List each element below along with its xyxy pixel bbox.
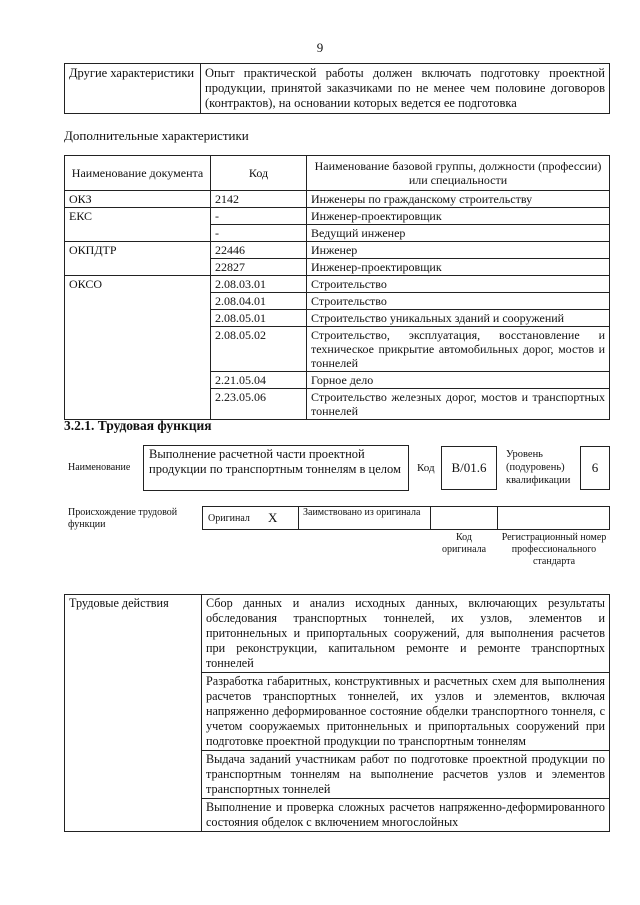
additional-characteristics-table [64,155,610,420]
level-value: 6 [580,446,610,490]
code-cell: 2.08.04.01 [211,293,307,310]
name-cell: Ведущий инженер [307,225,610,242]
name-cell: Строительство уникальных зданий и сооружений [307,310,610,327]
other-characteristics-label: Другие характеристики [65,64,201,114]
code-original-caption: Код оригинала [441,532,487,555]
borrowed-label: Заимствовано из оригинала [303,507,421,518]
registration-caption: Регистрационный номер профессионального стандарта [501,532,607,567]
name-cell: Строительство [307,276,610,293]
name-cell: Инженеры по гражданскому строительству [307,191,610,208]
code-cell: 22446 [211,242,307,259]
code-cell: 2142 [211,191,307,208]
code-cell: 2.08.05.01 [211,310,307,327]
table-row [65,191,610,208]
function-code-label: Код [417,462,435,474]
page-number: 9 [316,40,324,55]
code-cell: 2.21.05.04 [211,372,307,389]
labor-action: Разработка габаритных, конструктивных и расчетных схем для выполнения расчетов транспортных тоннелей, их узлов и элементов, включая напряженно деформированное состояние обделки транспортного тоннеля, с учетом сооружаемых притоннельных и припортальных сооружений при подготовке проектной продукции по транспортным тоннелям [202,673,610,751]
code-cell: - [211,208,307,225]
table-row [65,242,610,259]
table-row [65,208,610,225]
labor-action: Сбор данных и анализ исходных данных, включающих результаты обследования транспортных тоннелей, их узлов, элементов и притоннельных и припортальных сооружений, для выполнения расчетов при реконструкции, капитальном ремонте и ремонте транспортных тоннелей [202,595,610,673]
function-name-value: Выполнение расчетной части проектной продукции по транспортным тоннелям в целом [143,445,409,491]
doc-cell: ОКЗ [65,191,211,208]
origin-label: Происхождение трудовой функции [68,507,178,530]
other-characteristics-table [64,63,610,114]
name-cell: Инженер [307,242,610,259]
additional-heading: Дополнительные характеристики [64,128,249,143]
doc-cell: ОКСО [65,276,211,420]
doc-cell: ОКПДТР [65,242,211,276]
other-characteristics-text: Опыт практической работы должен включать подготовку проектной продукции, принятой заказчиками по не менее чем половине договоров (контрактов), на основании которых ведется ее подготовка [201,64,610,114]
name-cell: Инженер-проектировщик [307,259,610,276]
original-mark: X [268,510,278,525]
table-row [65,595,610,673]
code-cell: 2.08.05.02 [211,327,307,372]
original-label: Оригинал [208,513,250,524]
name-cell: Строительство [307,293,610,310]
code-cell: 2.23.05.06 [211,389,307,420]
code-cell: 22827 [211,259,307,276]
function-heading: 3.2.1. Трудовая функция [64,418,212,433]
labor-action: Выдача заданий участникам работ по подготовке проектной продукции по транспортным тоннелям на выполнение расчетов узлов и элементов транспортных тоннелей [202,751,610,799]
labor-action: Выполнение и проверка сложных расчетов напряженно-деформированного состояния обделок с включением многослойных [202,799,610,832]
table-row [65,276,610,293]
function-name-label: Наименование [68,462,131,473]
code-cell: - [211,225,307,242]
labor-actions-table [64,594,610,832]
origin-divider [298,506,299,530]
doc-cell: ЕКС [65,208,211,242]
header-code: Код [211,156,307,191]
function-code-value: B/01.6 [441,446,497,490]
name-cell: Инженер-проектировщик [307,208,610,225]
code-cell: 2.08.03.01 [211,276,307,293]
origin-divider [430,506,431,530]
name-cell: Строительство железных дорог, мостов и транспортных тоннелей [307,389,610,420]
origin-divider [497,506,498,530]
name-cell: Строительство, эксплуатация, восстановление и техническое прикрытие автомобильных дорог, мостов и тоннелей [307,327,610,372]
header-doc: Наименование документа [65,156,211,191]
level-label: Уровень (подуровень) квалификации [506,449,571,486]
header-group: Наименование базовой группы, должности (профессии) или специальности [307,156,610,191]
name-cell: Горное дело [307,372,610,389]
labor-actions-label: Трудовые действия [65,595,202,832]
